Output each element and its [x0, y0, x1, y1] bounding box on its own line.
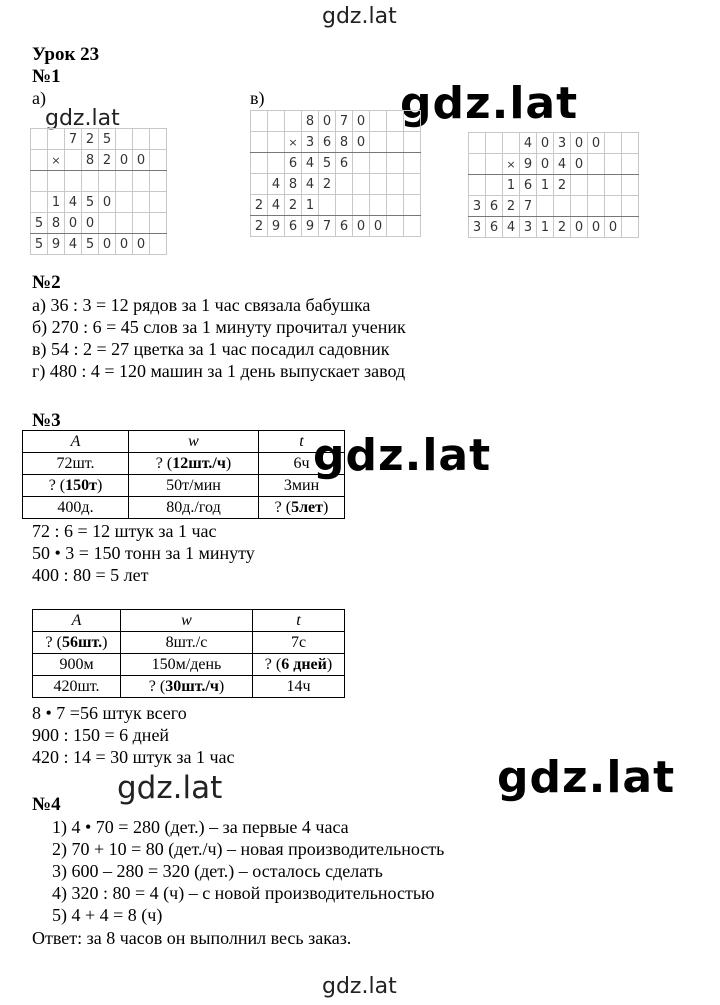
grid-cell: 8 [285, 174, 302, 195]
grid-cell [387, 132, 404, 153]
grid-cell [387, 216, 404, 237]
grid-cell: 0 [353, 216, 370, 237]
grid-cell [251, 153, 268, 174]
grid-cell: 3 [554, 133, 571, 154]
task3-line: 50 • 3 = 150 тонн за 1 минуту [32, 543, 255, 563]
grid-cell: 2 [251, 216, 268, 237]
grid-cell [387, 174, 404, 195]
grid-row [31, 129, 167, 150]
awt-header-row [33, 610, 345, 632]
grid-cell: 4 [520, 133, 537, 154]
awt-cell-text: ) [218, 678, 225, 695]
grid-cell: 0 [116, 234, 133, 255]
watermark-task4: gdz.lat [117, 770, 223, 806]
task4-step: 4) 320 : 80 = 4 (ч) – с новой производительностью [52, 883, 435, 903]
grid-cell [150, 213, 167, 234]
grid-cell [404, 216, 421, 237]
awt-cell-text: ) [102, 634, 108, 651]
grid-cell: × [503, 154, 520, 175]
grid-cell: × [48, 150, 65, 171]
grid-cell: 4 [268, 195, 285, 216]
grid-cell [622, 175, 639, 196]
awt-row [23, 453, 345, 475]
grid-row [251, 174, 421, 195]
awt-cell [253, 676, 345, 698]
grid-cell [588, 175, 605, 196]
grid-cell [268, 132, 285, 153]
awt-cell [121, 632, 253, 654]
grid-cell: 5 [99, 129, 116, 150]
awt-cell [129, 497, 259, 519]
grid-cell: 1 [48, 192, 65, 213]
grid-cell: 6 [319, 132, 336, 153]
grid-cell [31, 192, 48, 213]
grid-cell: 6 [285, 153, 302, 174]
awt-header-cell: w [121, 610, 253, 632]
awt-cell-text: 420шт. [53, 678, 100, 695]
grid-cell [404, 174, 421, 195]
grid-cell: 9 [268, 216, 285, 237]
awt-cell [129, 475, 259, 497]
task1-heading: №1 [32, 66, 61, 87]
awt-cell [23, 475, 129, 497]
task2-line: г) 480 : 4 = 120 машин за 1 день выпускает завод [32, 361, 406, 381]
grid-cell [554, 196, 571, 217]
grid-row [31, 192, 167, 213]
grid-cell [82, 171, 99, 192]
grid-cell [605, 196, 622, 217]
grid-row [31, 213, 167, 234]
grid-cell [116, 192, 133, 213]
task3-line: 900 : 150 = 6 дней [32, 725, 170, 745]
grid-cell [150, 129, 167, 150]
awt-header-cell: t [253, 610, 345, 632]
grid-cell: 5 [319, 153, 336, 174]
grid-cell [370, 195, 387, 216]
grid-cell: 0 [571, 217, 588, 238]
watermark-grid-v: gdz.lat [400, 78, 579, 129]
grid-cell: 6 [336, 216, 353, 237]
grid-cell [251, 174, 268, 195]
multiplication-grid-a [30, 128, 167, 255]
task4-step: 1) 4 • 70 = 280 (дет.) – за первые 4 часа [52, 817, 349, 837]
grid-cell [31, 129, 48, 150]
grid-cell [571, 196, 588, 217]
awt-cell-text: 7с [290, 634, 307, 651]
grid-cell: 3 [469, 196, 486, 217]
grid-cell [622, 217, 639, 238]
grid-cell [370, 111, 387, 132]
grid-cell: 8 [336, 132, 353, 153]
grid-cell: 4 [65, 234, 82, 255]
awt-cell-answer: 6 дней [281, 656, 327, 673]
task3-line: 420 : 14 = 30 штук за 1 час [32, 747, 235, 767]
awt-cell-text: ? ( [45, 634, 62, 651]
grid-cell [588, 196, 605, 217]
task1-label-v: в) [250, 88, 265, 108]
task4-answer: Ответ: за 8 часов он выполнил весь заказ. [32, 928, 352, 948]
grid-cell [588, 154, 605, 175]
grid-cell [285, 111, 302, 132]
awt-cell [253, 654, 345, 676]
grid-cell [537, 196, 554, 217]
awt-cell [129, 453, 259, 475]
grid-row [469, 133, 639, 154]
grid-cell [622, 196, 639, 217]
task4-step: 2) 70 + 10 = 80 (дет./ч) – новая производительность [52, 839, 445, 859]
grid-cell [486, 133, 503, 154]
grid-cell: 6 [486, 196, 503, 217]
grid-cell: 0 [319, 111, 336, 132]
grid-cell: 7 [65, 129, 82, 150]
grid-cell: 7 [319, 216, 336, 237]
awt-cell-text: 900м [59, 656, 94, 673]
grid-cell: 9 [302, 216, 319, 237]
grid-row [31, 234, 167, 255]
grid-cell: 0 [116, 150, 133, 171]
grid-row [469, 196, 639, 217]
grid-cell [31, 150, 48, 171]
grid-cell [251, 111, 268, 132]
awt-header-cell: w [129, 431, 259, 453]
grid-cell [133, 213, 150, 234]
grid-cell: 0 [99, 234, 116, 255]
awt-cell-answer: 56шт. [61, 634, 103, 651]
awt-cell-text: 72шт. [56, 455, 95, 472]
grid-cell: 2 [99, 150, 116, 171]
grid-cell [404, 111, 421, 132]
grid-cell [387, 153, 404, 174]
grid-cell: 2 [319, 174, 336, 195]
awt-cell [259, 497, 345, 519]
awt-cell-text: 6ч [293, 455, 310, 472]
grid-cell [31, 171, 48, 192]
grid-cell: 7 [336, 111, 353, 132]
grid-cell [150, 171, 167, 192]
grid-cell [116, 129, 133, 150]
awt-cell-text: 50т/мин [166, 477, 221, 494]
grid-cell [404, 132, 421, 153]
grid-cell [571, 175, 588, 196]
grid-cell [605, 175, 622, 196]
grid-cell [65, 150, 82, 171]
grid-cell: 0 [133, 234, 150, 255]
grid-cell: 2 [82, 129, 99, 150]
grid-cell [133, 129, 150, 150]
task2-line: а) 36 : 3 = 12 рядов за 1 час связала бабушка [32, 295, 371, 315]
grid-cell [387, 111, 404, 132]
grid-cell [116, 213, 133, 234]
awt-cell-text: 3мин [283, 477, 320, 494]
task2-lines [32, 294, 406, 382]
awt-row [33, 676, 345, 698]
grid-cell [370, 132, 387, 153]
awt-row [23, 497, 345, 519]
grid-cell [336, 174, 353, 195]
grid-cell: 1 [537, 175, 554, 196]
grid-cell: 3 [520, 217, 537, 238]
awt-cell-text: ) [326, 656, 333, 673]
grid-cell: 3 [469, 217, 486, 238]
grid-cell [353, 153, 370, 174]
awt-cell-text: 80д./год [166, 499, 221, 516]
task4-steps [52, 816, 444, 926]
grid-cell [251, 132, 268, 153]
grid-cell [48, 171, 65, 192]
grid-cell: 1 [503, 175, 520, 196]
grid-cell: 5 [82, 192, 99, 213]
grid-cell [65, 171, 82, 192]
awt-cell-answer: 150т [65, 477, 97, 494]
grid-cell: 8 [48, 213, 65, 234]
grid-cell: 2 [554, 175, 571, 196]
awt-cell-text: ) [96, 477, 103, 494]
grid-cell: 4 [503, 217, 520, 238]
multiplication-grid-v2 [468, 132, 639, 238]
awt-table-2 [32, 609, 345, 698]
grid-cell: 0 [370, 216, 387, 237]
grid-cell: 0 [588, 133, 605, 154]
grid-cell: 0 [133, 150, 150, 171]
awt-cell-answer: 30шт./ч [165, 678, 219, 695]
grid-cell: 0 [537, 133, 554, 154]
grid-cell [486, 175, 503, 196]
awt-header-row [23, 431, 345, 453]
grid-cell: 6 [486, 217, 503, 238]
watermark-bottom: gdz.lat [322, 974, 397, 999]
grid-cell: 8 [302, 111, 319, 132]
task3-lines-1 [32, 520, 255, 586]
awt-cell [23, 453, 129, 475]
grid-cell [268, 153, 285, 174]
awt-cell-text: 400д. [57, 499, 94, 516]
multiplication-grid-v1 [250, 110, 421, 237]
grid-cell [268, 111, 285, 132]
awt-cell [121, 654, 253, 676]
grid-cell: 3 [302, 132, 319, 153]
awt-header-cell: A [23, 431, 129, 453]
awt-cell-text: ? ( [148, 678, 166, 695]
awt-row [33, 632, 345, 654]
grid-cell [370, 153, 387, 174]
grid-cell [99, 213, 116, 234]
awt-cell-text: 150м/день [151, 656, 222, 673]
awt-cell-text: ? ( [155, 455, 173, 472]
grid-cell [99, 171, 116, 192]
grid-cell: 9 [520, 154, 537, 175]
grid-cell [370, 174, 387, 195]
grid-cell [622, 133, 639, 154]
grid-cell: × [285, 132, 302, 153]
grid-cell: 0 [82, 213, 99, 234]
awt-cell-answer: 12шт./ч [172, 455, 226, 472]
task2-heading: №2 [32, 272, 61, 293]
grid-cell [133, 192, 150, 213]
awt-cell-text: ? ( [274, 499, 292, 516]
grid-cell [605, 133, 622, 154]
grid-row [31, 171, 167, 192]
grid-cell: 5 [82, 234, 99, 255]
grid-row [251, 195, 421, 216]
grid-cell [336, 195, 353, 216]
awt-cell [259, 453, 345, 475]
grid-cell [404, 195, 421, 216]
grid-cell [469, 133, 486, 154]
awt-row [23, 475, 345, 497]
grid-cell: 1 [302, 195, 319, 216]
watermark-grid-a: gdz.lat [45, 106, 120, 131]
grid-cell: 0 [605, 217, 622, 238]
grid-cell: 0 [353, 111, 370, 132]
task2-line: в) 54 : 2 = 27 цветка за 1 час посадил садовник [32, 339, 390, 359]
grid-cell [116, 171, 133, 192]
awt-cell [23, 497, 129, 519]
awt-row [33, 654, 345, 676]
grid-cell: 4 [554, 154, 571, 175]
task3-line: 400 : 80 = 5 лет [32, 565, 149, 585]
task3-line: 8 • 7 =56 штук всего [32, 703, 187, 723]
grid-row [31, 150, 167, 171]
awt-cell-text: ) [225, 455, 232, 472]
awt-cell-text: 14ч [286, 678, 311, 695]
grid-row [251, 216, 421, 237]
grid-cell: 5 [31, 213, 48, 234]
watermark-top: gdz.lat [322, 4, 397, 29]
grid-row [251, 153, 421, 174]
grid-cell: 0 [353, 132, 370, 153]
grid-cell: 4 [268, 174, 285, 195]
grid-cell [404, 153, 421, 174]
grid-cell [622, 154, 639, 175]
grid-cell: 2 [554, 217, 571, 238]
grid-row [251, 132, 421, 153]
grid-cell: 2 [251, 195, 268, 216]
grid-cell [353, 195, 370, 216]
awt-cell [33, 676, 121, 698]
watermark-table1: gdz.lat [313, 430, 492, 481]
awt-cell-text: ) [323, 499, 329, 516]
grid-row [469, 175, 639, 196]
grid-cell: 0 [99, 192, 116, 213]
awt-cell-answer: 5лет [291, 499, 324, 516]
grid-cell [605, 154, 622, 175]
awt-cell [121, 676, 253, 698]
grid-row [469, 217, 639, 238]
grid-cell [48, 129, 65, 150]
grid-cell: 5 [31, 234, 48, 255]
awt-header-cell: t [259, 431, 345, 453]
awt-cell-text: ? ( [48, 477, 66, 494]
grid-cell [150, 234, 167, 255]
grid-cell: 6 [520, 175, 537, 196]
grid-cell: 6 [285, 216, 302, 237]
grid-row [469, 154, 639, 175]
grid-cell: 0 [65, 213, 82, 234]
awt-cell [253, 632, 345, 654]
grid-cell: 8 [82, 150, 99, 171]
grid-cell: 0 [588, 217, 605, 238]
grid-cell: 4 [302, 153, 319, 174]
grid-cell [503, 133, 520, 154]
watermark-right: gdz.lat [497, 752, 676, 803]
task1-label-a: а) [32, 88, 46, 108]
grid-cell: 4 [302, 174, 319, 195]
task3-line: 72 : 6 = 12 штук за 1 час [32, 521, 217, 541]
awt-header-cell: A [33, 610, 121, 632]
grid-cell [353, 174, 370, 195]
awt-table-1 [22, 430, 345, 519]
task4-step: 5) 4 + 4 = 8 (ч) [52, 905, 163, 925]
grid-cell [469, 154, 486, 175]
grid-cell [133, 171, 150, 192]
task3-heading: №3 [32, 410, 61, 431]
grid-cell [469, 175, 486, 196]
grid-cell: 0 [571, 133, 588, 154]
task3-lines-2 [32, 702, 235, 768]
grid-cell: 0 [537, 154, 554, 175]
task4-step: 3) 600 – 280 = 320 (дет.) – осталось сделать [52, 861, 383, 881]
grid-cell: 7 [520, 196, 537, 217]
grid-cell: 2 [503, 196, 520, 217]
grid-cell: 1 [537, 217, 554, 238]
grid-cell [150, 192, 167, 213]
lesson-title: Урок 23 [32, 44, 100, 65]
grid-cell: 0 [571, 154, 588, 175]
grid-cell: 4 [65, 192, 82, 213]
grid-cell [486, 154, 503, 175]
awt-cell-text: 8шт./с [165, 634, 208, 651]
awt-cell-text: ? ( [264, 656, 282, 673]
grid-cell [150, 150, 167, 171]
awt-cell [33, 654, 121, 676]
grid-row [251, 111, 421, 132]
grid-cell [319, 195, 336, 216]
awt-cell [33, 632, 121, 654]
task4-heading: №4 [32, 794, 61, 815]
grid-cell: 2 [285, 195, 302, 216]
task2-line: б) 270 : 6 = 45 слов за 1 минуту прочитал ученик [32, 317, 406, 337]
awt-cell [259, 475, 345, 497]
grid-cell: 6 [336, 153, 353, 174]
grid-cell: 9 [48, 234, 65, 255]
grid-cell [387, 195, 404, 216]
